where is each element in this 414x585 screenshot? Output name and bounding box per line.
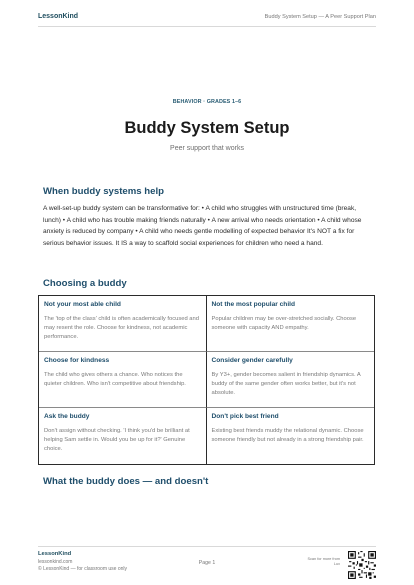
qr-code-icon	[348, 551, 376, 579]
section-heading-when-helps: When buddy systems help	[43, 186, 165, 197]
tip-card	[207, 408, 375, 464]
page-subtitle: Peer support that works	[170, 145, 244, 152]
section-heading-choosing: Choosing a buddy	[43, 278, 127, 289]
footer-brand: LessonKind	[38, 551, 72, 557]
tip-card	[207, 296, 375, 352]
intro-paragraph: A well-set-up buddy system can be transformative for: • A child who struggles with unstructured time (break, lunch) • A child who has trouble making friends naturally • A new arrival who needs orientation • A child whose anxiety is reduced by company • A child who needs gentle modelling of expected behavior It's NOT a fix for serious behavior issues. It IS a way to scaffold social experiences for children who need a hand.	[43, 205, 362, 247]
tip-card	[39, 296, 207, 352]
document-title: Buddy System Setup — A Peer Support Plan	[264, 13, 376, 20]
tip-card-body: By Y3+, gender becomes salient in friendship dynamics. A buddy of the same gender often works better, but it's not absolute.	[211, 372, 361, 397]
tip-card-title: Choose for kindness	[44, 357, 110, 364]
tip-card-body: Don't assign without checking. 'I think you'd be brilliant at helping Sam settle in. Would you be up for it?' Genuine choice.	[44, 428, 190, 453]
page-title: Buddy System Setup	[124, 119, 290, 137]
tip-card	[39, 352, 207, 408]
page-footer	[38, 546, 376, 581]
section-heading-buddy-role: What the buddy does — and doesn't	[43, 476, 209, 487]
footer-website: lessonkind.com	[38, 559, 73, 565]
footer-copyright: © LessonKind — for classroom use only	[38, 566, 128, 572]
tip-card-title: Not the most popular child	[211, 301, 296, 308]
qr-caption: Scan for more from Lux	[307, 557, 340, 566]
tip-card-body: The child who gives others a chance. Who notices the quieter children. Who isn't competitive about friendship.	[44, 372, 186, 388]
tip-card	[39, 408, 207, 464]
choosing-buddy-table	[38, 295, 375, 465]
tip-card	[207, 352, 375, 408]
page-number: Page 1	[198, 560, 216, 566]
tip-card-title: Consider gender carefully	[211, 357, 293, 364]
tip-card-title: Don't pick best friend	[211, 413, 279, 420]
tip-card-body: The 'top of the class' child is often academically focused and may resent the role. Choose for kindness, not academic performance.	[44, 316, 199, 341]
tip-card-title: Not your most able child	[44, 301, 121, 308]
page-header	[38, 13, 376, 27]
tip-card-body: Popular children may be over-stretched socially. Choose someone with capacity AND empathy.	[211, 316, 357, 332]
category-eyebrow: BEHAVIOR · GRADES 1–6	[172, 99, 242, 105]
brand-name: LessonKind	[38, 13, 79, 20]
tip-card-body: Existing best friends muddy the relational dynamic. Choose someone friendly but not already in a strong friendship pair.	[211, 428, 364, 444]
tip-card-title: Ask the buddy	[44, 413, 90, 420]
